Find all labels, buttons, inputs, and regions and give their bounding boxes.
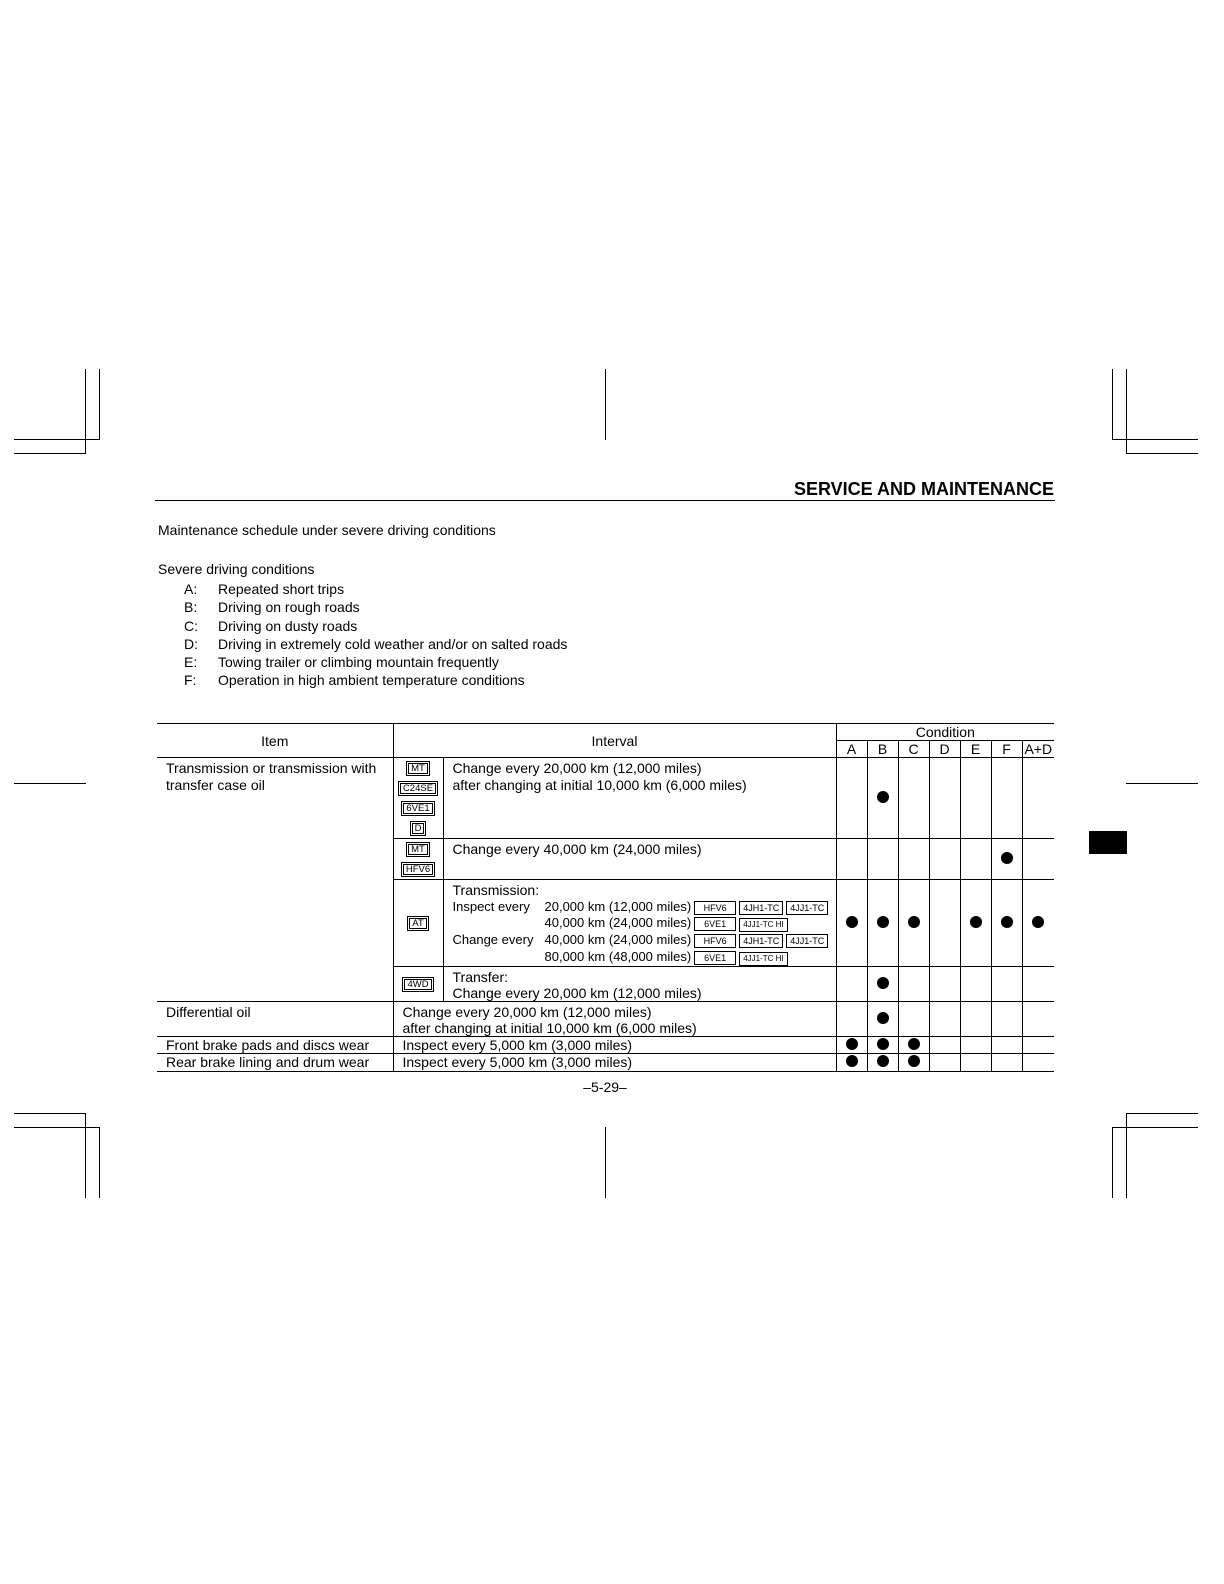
condition-dot xyxy=(877,1038,889,1050)
header-col-ad: A+D xyxy=(1022,741,1054,758)
condition-item: F: Operation in high ambient temperature conditions xyxy=(184,672,525,689)
item-rear-brake: Rear brake lining and drum wear xyxy=(157,1054,393,1072)
interval-cell: Change every 40,000 km (24,000 miles) xyxy=(443,839,836,880)
interval-cell: Inspect every 5,000 km (3,000 miles) xyxy=(393,1036,836,1054)
condition-item: C: Driving on dusty roads xyxy=(184,617,358,634)
intro-text: Maintenance schedule under severe driving conditions xyxy=(158,522,496,538)
code-badge: HFV6 xyxy=(694,901,736,915)
code-badge: 4JH1-TC xyxy=(739,901,783,915)
condition-item: B: Driving on rough roads xyxy=(184,599,360,616)
code-badge: 6VE1 xyxy=(694,917,736,931)
code-badge: HFV6 xyxy=(401,862,435,877)
conditions-list xyxy=(158,580,567,690)
condition-item: E: Towing trailer or climbing mountain frequently xyxy=(184,654,499,671)
code-badge: 4JJ1-TC HI xyxy=(739,952,787,966)
code-badge: 6VE1 xyxy=(694,951,736,965)
code-badge: 4JH1-TC xyxy=(739,934,783,948)
maintenance-schedule-table xyxy=(157,723,1054,1072)
header-interval: Interval xyxy=(393,724,836,758)
interval-cell: Transfer: Change every 20,000 km (12,000 miles) xyxy=(443,966,836,1001)
header-col-c: C xyxy=(898,741,929,758)
header-col-b: B xyxy=(867,741,898,758)
code-badge: MT xyxy=(406,761,430,776)
item-transmission: Transmission or transmission with transfer case oil xyxy=(157,758,393,1002)
code-badge: C24SE xyxy=(398,781,438,796)
condition-dot xyxy=(1001,852,1013,864)
condition-dot xyxy=(1032,916,1044,928)
condition-dot xyxy=(877,977,889,989)
condition-dot xyxy=(877,1012,889,1024)
condition-dot xyxy=(877,1055,889,1067)
condition-dot xyxy=(908,1055,920,1067)
item-differential-oil: Differential oil xyxy=(157,1001,393,1036)
at-interval-subtable: Inspect every 20,000 km (12,000 miles) HFV6 4JH1-TC 4JJ1-TC 40,000 km (24,000 miles) 6VE1 4JJ1-TC HI Change every 40,000 km (24,000 miles) HFV6 4JH1-TC 4JJ1-TC 80,000 km (48,000 miles) 6VE1 4JJ1-TC HI xyxy=(453,899,829,966)
table-row xyxy=(157,1036,1054,1054)
condition-dot xyxy=(846,916,858,928)
condition-dot xyxy=(846,1055,858,1067)
engine-codes xyxy=(393,880,443,967)
condition-dot xyxy=(908,916,920,928)
title-rule xyxy=(155,500,1055,501)
interval-cell: Change every 20,000 km (12,000 miles) after changing at initial 10,000 km (6,000 miles) xyxy=(443,758,836,839)
interval-cell: Change every 20,000 km (12,000 miles) after changing at initial 10,000 km (6,000 miles) xyxy=(393,1001,836,1036)
code-badge: MT xyxy=(406,842,430,857)
table-row xyxy=(157,1001,1054,1036)
condition-dot xyxy=(846,1038,858,1050)
code-badge: 6VE1 xyxy=(401,801,434,816)
header-col-e: E xyxy=(960,741,991,758)
engine-codes xyxy=(393,758,443,839)
code-badge: D xyxy=(410,821,427,836)
condition-dot xyxy=(970,916,982,928)
interval-cell: Transmission: Inspect every 20,000 km (12,000 miles) HFV6 4JH1-TC 4JJ1-TC 40,000 km (24,000 miles) 6VE1 4JJ1-TC HI Change every 40,000 km (24,000 miles) HFV6 4JH1-TC 4JJ1-TC 80,000 km (48,000 miles) 6VE1 4JJ1-TC HI xyxy=(443,880,836,967)
interval-cell: Inspect every 5,000 km (3,000 miles) xyxy=(393,1054,836,1072)
page-number: –5-29– xyxy=(583,1079,627,1095)
item-front-brake: Front brake pads and discs wear xyxy=(157,1036,393,1054)
section-tab-marker xyxy=(1089,831,1127,854)
code-badge: 4JJ1-TC xyxy=(786,901,828,915)
condition-item: D: Driving in extremely cold weather and/or on salted roads xyxy=(184,635,568,652)
code-badge: AT xyxy=(407,916,428,931)
header-item: Item xyxy=(157,724,393,758)
condition-dot xyxy=(1001,916,1013,928)
header-col-f: F xyxy=(991,741,1022,758)
engine-codes xyxy=(393,966,443,1001)
table-row xyxy=(157,758,1054,839)
code-badge: 4WD xyxy=(402,977,433,992)
conditions-heading: Severe driving conditions xyxy=(158,561,315,577)
condition-dot xyxy=(877,916,889,928)
code-badge: HFV6 xyxy=(694,934,736,948)
header-col-d: D xyxy=(929,741,960,758)
code-badge: 4JJ1-TC xyxy=(786,934,828,948)
header-col-a: A xyxy=(836,741,867,758)
engine-codes xyxy=(393,839,443,880)
table-row xyxy=(157,1054,1054,1072)
code-badge: 4JJ1-TC HI xyxy=(739,918,787,932)
section-title: SERVICE AND MAINTENANCE xyxy=(793,479,1054,499)
condition-dot xyxy=(908,1038,920,1050)
condition-dot xyxy=(877,791,889,803)
header-condition: Condition xyxy=(836,724,1054,741)
condition-item: A: Repeated short trips xyxy=(184,581,345,597)
